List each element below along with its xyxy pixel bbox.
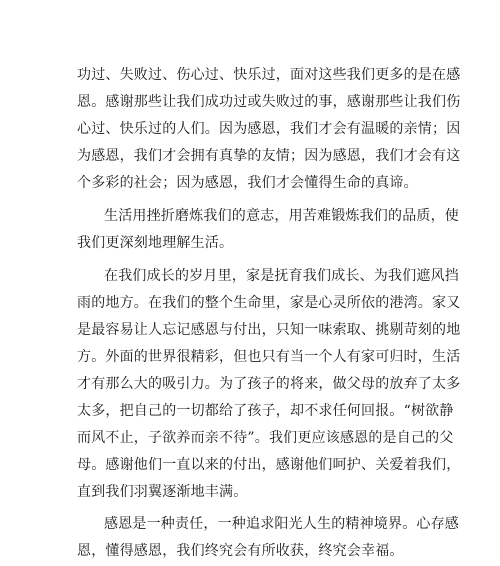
paragraph-3-line-1: 在我们成长的岁月里，家是抚育我们成长、为我们遮风挡 [104,268,459,284]
paragraph-4-line-2: 恩，懂得感恩，我们终究会有所收获，终究会幸福。 [77,543,404,559]
paragraph-2-line-1: 生活用挫折磨炼我们的意志，用苦难锻炼我们的品质，使 [104,208,459,224]
paragraph-3-line-7: 而风不止，子欲养而亲不待”。我们更应该感恩的是自己的父 [77,430,454,446]
paragraph-3-line-3: 是最容易让人忘记感恩与付出，只知一味索取、挑剔苛刻的地 [77,322,461,338]
paragraph-3-line-2: 雨的地方。在我们的整个生命里，家是心灵所依的港湾。家又 [77,295,461,311]
paragraph-2-line-2: 我们更深刻地理解生活。 [77,235,234,251]
paragraph-1-line-4: 为感恩，我们才会拥有真挚的友情；因为感恩，我们才会有这 [77,148,461,164]
paragraph-1-line-2: 恩。感谢那些让我们成功过或失败过的事，感谢那些让我们伤 [77,94,461,110]
paragraph-4-line-1: 感恩是一种责任，一种追求阳光人生的精神境界。心存感 [104,516,459,532]
paragraph-1-line-3: 心过、快乐过的人们。因为感恩，我们才会有温暖的亲情；因 [77,121,461,137]
paragraph-3-line-8: 母。感谢他们一直以来的付出，感谢他们呵护、关爱着我们， [77,457,461,473]
paragraph-3-line-6: 太多，把自己的一切都给了孩子，却不求任何回报。“树欲静 [77,403,454,419]
paragraph-3-line-9: 直到我们羽翼逐渐地丰满。 [77,484,248,500]
paragraph-3-line-5: 才有那么大的吸引力。为了孩子的将来，做父母的放弃了太多 [77,376,461,392]
paragraph-1-line-5: 个多彩的社会；因为感恩，我们才会懂得生命的真谛。 [77,175,418,191]
paragraph-1-line-1: 功过、失败过、伤心过、快乐过，面对这些我们更多的是在感 [77,67,461,83]
paragraph-3-line-4: 方。外面的世界很精彩，但也只有当一个人有家可归时，生活 [77,349,461,365]
